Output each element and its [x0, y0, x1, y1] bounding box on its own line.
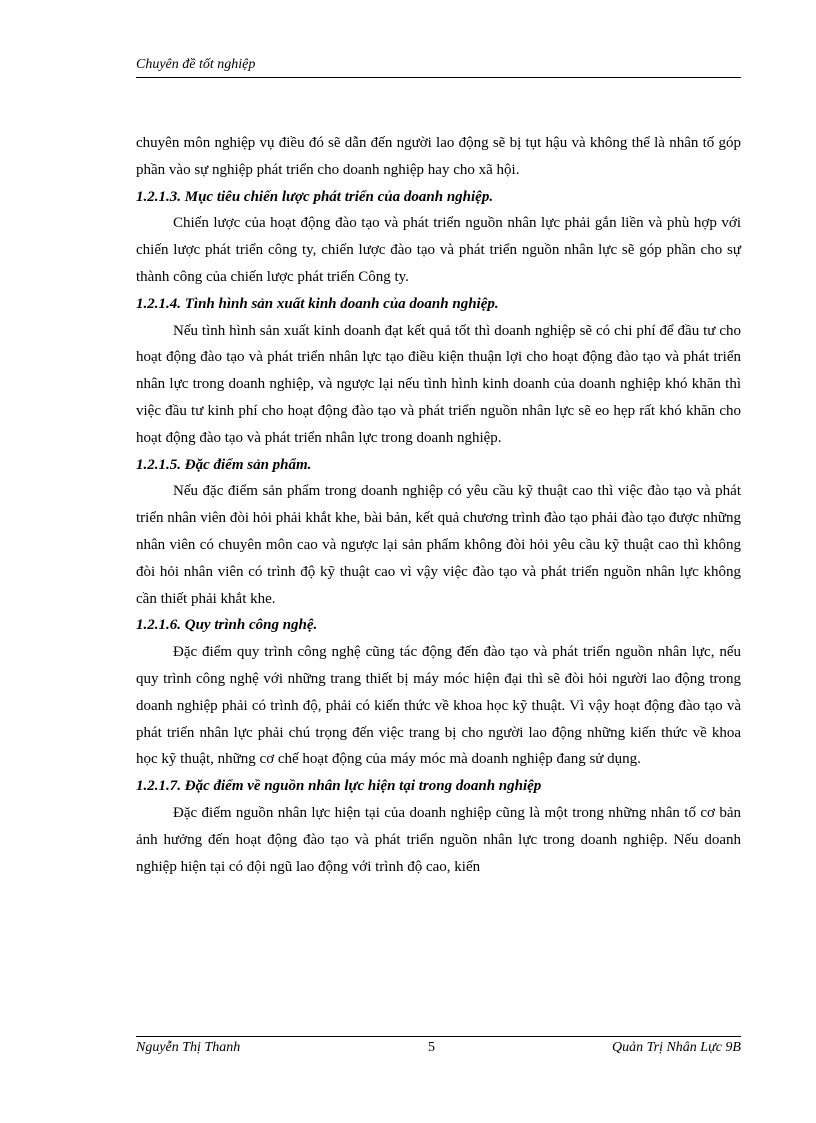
- section-heading-1-2-1-7: 1.2.1.7. Đặc điểm về nguồn nhân lực hiện tại trong doanh nghiệp: [136, 778, 542, 795]
- section-paragraph-1-2-1-5: Nếu đặc điểm sản phẩm trong doanh nghiệp có yêu cầu kỹ thuật cao thì việc đào tạo và phát triển nhân viên đòi hỏi phải khắt khe, bài bản, kết quả chương trình đào tạo phải đào tạo được những nhân viên có chuyên môn cao và ngược lại sản phẩm không đòi hỏi yêu cầu kỹ thuật cao thì không đòi hỏi nhân viên có trình độ kỹ thuật cao vì vậy việc đào tạo và phát triển nguồn nhân lực không cần thiết phải khắt khe.: [136, 483, 741, 607]
- footer-author: Nguyễn Thị Thanh: [136, 1040, 241, 1055]
- section-heading-1-2-1-6: 1.2.1.6. Quy trình công nghệ.: [136, 617, 318, 634]
- section-paragraph-1-2-1-7: Đặc điểm nguồn nhân lực hiện tại của doanh nghiệp cũng là một trong những nhân tố cơ bản ảnh hưởng đến hoạt động đào tạo và phát triển nguồn nhân lực trong doanh nghiệp. Nếu doanh nghiệp hiện tại có đội ngũ lao động với trình độ cao, kiến: [136, 804, 741, 875]
- footer-divider: [136, 1036, 741, 1037]
- page-header: Chuyên đề tốt nghiệp: [136, 57, 256, 72]
- intro-paragraph: chuyên môn nghiệp vụ điều đó sẽ dẫn đến người lao động sẽ bị tụt hậu và không thể là nhân tố góp phần vào sự nghiệp phát triển cho doanh nghiệp hay cho xã hội.: [136, 135, 741, 178]
- section-paragraph-1-2-1-4: Nếu tình hình sản xuất kinh doanh đạt kết quả tốt thì doanh nghiệp sẽ có chi phí để đầu tư cho hoạt động đào tạo và phát triển nhân lực tạo điều kiện thuận lợi cho hoạt động đào tạo và phát triển nhân lực trong doanh nghiệp, và ngược lại nếu tình hình kinh doanh của doanh nghiệp khó khăn thì việc đầu tư kinh phí cho hoạt động đào tạo và phát triển nguồn nhân lực sẽ eo hẹp rất khó khăn cho hoạt động đào tạo và phát triển nhân lực trong doanh nghiệp.: [136, 322, 741, 446]
- page-number: 5: [428, 1040, 435, 1055]
- section-heading-1-2-1-4: 1.2.1.4. Tình hình sản xuất kinh doanh của doanh nghiệp.: [136, 295, 499, 312]
- section-heading-1-2-1-5: 1.2.1.5. Đặc điểm sản phẩm.: [136, 456, 312, 473]
- section-heading-1-2-1-3: 1.2.1.3. Mục tiêu chiến lược phát triển của doanh nghiệp.: [136, 188, 494, 205]
- section-paragraph-1-2-1-6: Đặc điểm quy trình công nghệ cũng tác động đến đào tạo và phát triển nguồn nhân lực, nếu quy trình công nghệ với những trang thiết bị máy móc hiện đại thì sẽ đòi hỏi người lao động trong doanh nghiệp phải có trình độ, phải có kiến thức về khoa học kỹ thuật. Vì vậy hoạt động đào tạo và phát triển nhân lực phải chú trọng đến việc trang bị cho người lao động những kiến thức về khoa học kỹ thuật, những cơ chế hoạt động của máy móc mà doanh nghiệp đang sử dụng.: [136, 644, 741, 768]
- section-paragraph-1-2-1-3: Chiến lược của hoạt động đào tạo và phát triển nguồn nhân lực phải gắn liền và phù hợp với chiến lược phát triển công ty, chiến lược đào tạo và phát triển nguồn nhân lực sẽ góp phần cho sự thành công của chiến lược phát triển Công ty.: [136, 215, 741, 285]
- header-divider: [136, 77, 741, 78]
- footer-class-name: Quản Trị Nhân Lực 9B: [612, 1040, 741, 1055]
- page-content: [136, 130, 741, 880]
